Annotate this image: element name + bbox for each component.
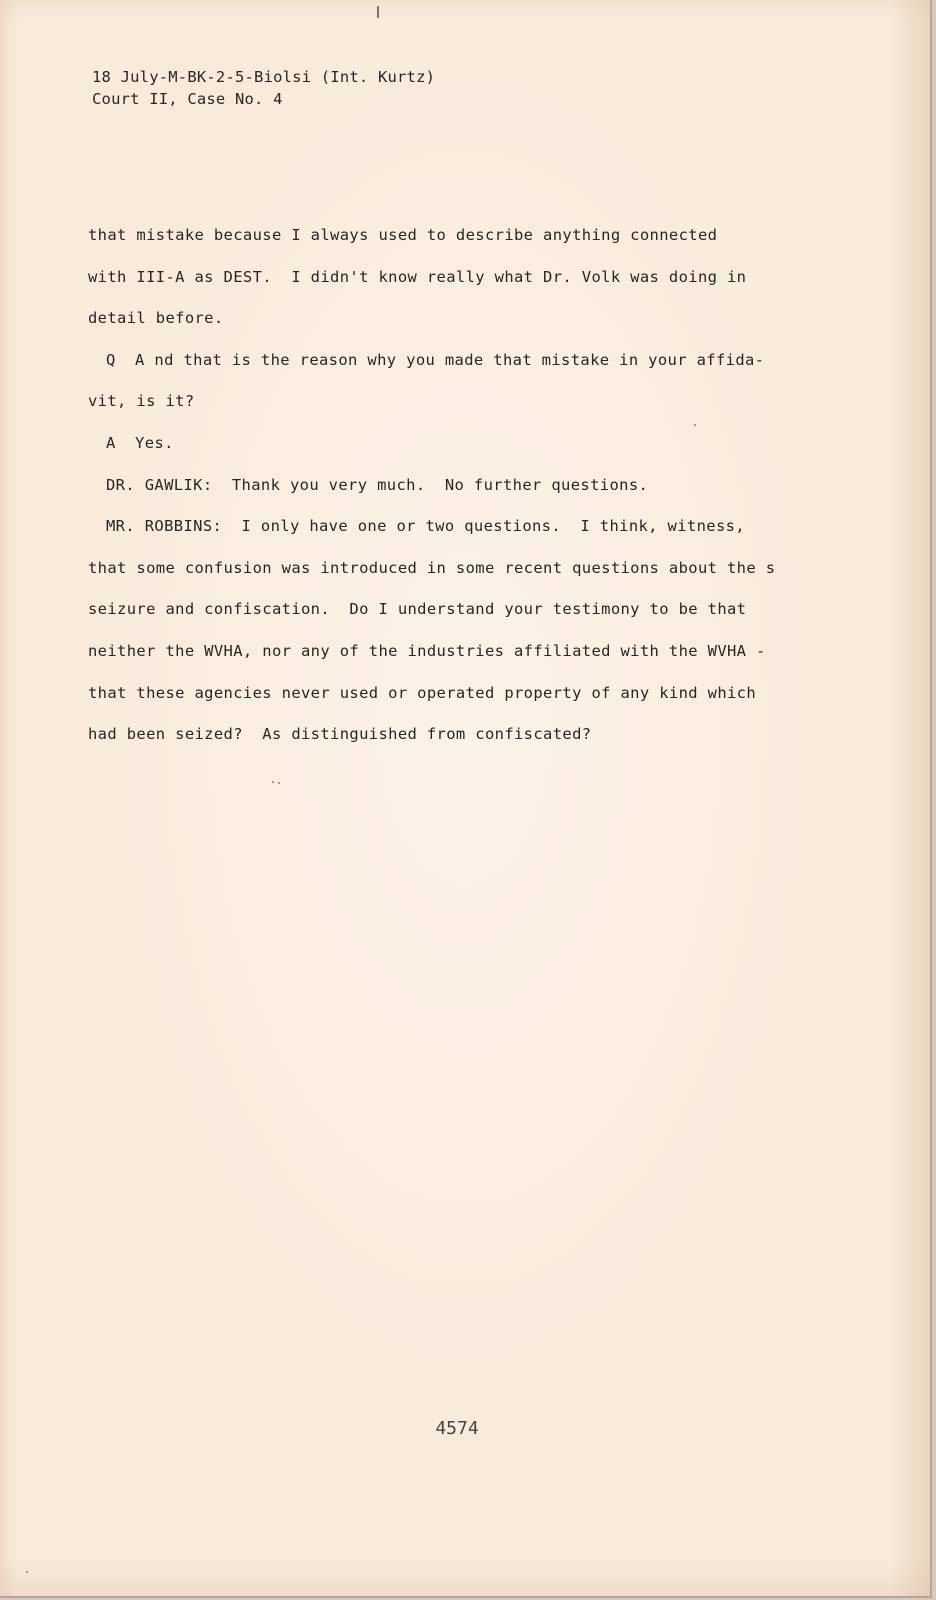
transcript-line: that mistake because I always used to describe anything connected — [88, 226, 718, 244]
transcript-line: detail before. — [88, 309, 224, 328]
transcript-line: neither the WVHA, nor any of the industries affiliated with the WVHA - — [88, 641, 766, 660]
paper-speck — [694, 424, 696, 426]
answer-line: A Yes. — [106, 433, 174, 452]
paper-speck — [26, 1571, 28, 1573]
page-number: 4574 — [435, 1418, 479, 1439]
speaker-line: MR. ROBBINS: I only have one or two questions. I think, witness, — [106, 517, 745, 536]
transcript-line: seizure and confiscation. Do I understand your testimony to be that — [88, 600, 747, 619]
page-edge-mark — [377, 6, 379, 18]
transcript-body — [88, 215, 828, 756]
transcript-line: with III-A as DEST. I didn't know really what Dr. Volk was doing in — [88, 267, 747, 286]
transcript-line: had been seized? As distinguished from confiscated? — [88, 725, 592, 744]
header-court-line: Court II, Case No. 4 — [92, 90, 283, 108]
paper-speck — [278, 782, 280, 784]
transcript-line: that some confusion was introduced in some recent questions about the s — [88, 558, 776, 577]
question-line: Q A nd that is the reason why you made that mistake in your affida- — [106, 350, 765, 369]
header-session-line: 18 July-M-BK-2-5-Biolsi (Int. Kurtz) — [92, 68, 436, 86]
transcript-line: that these agencies never used or operated property of any kind which — [88, 683, 757, 702]
paper-speck — [272, 781, 274, 783]
transcript-line: vit, is it? — [88, 392, 195, 411]
speaker-line: DR. GAWLIK: Thank you very much. No further questions. — [106, 475, 649, 494]
document-header — [92, 66, 435, 110]
